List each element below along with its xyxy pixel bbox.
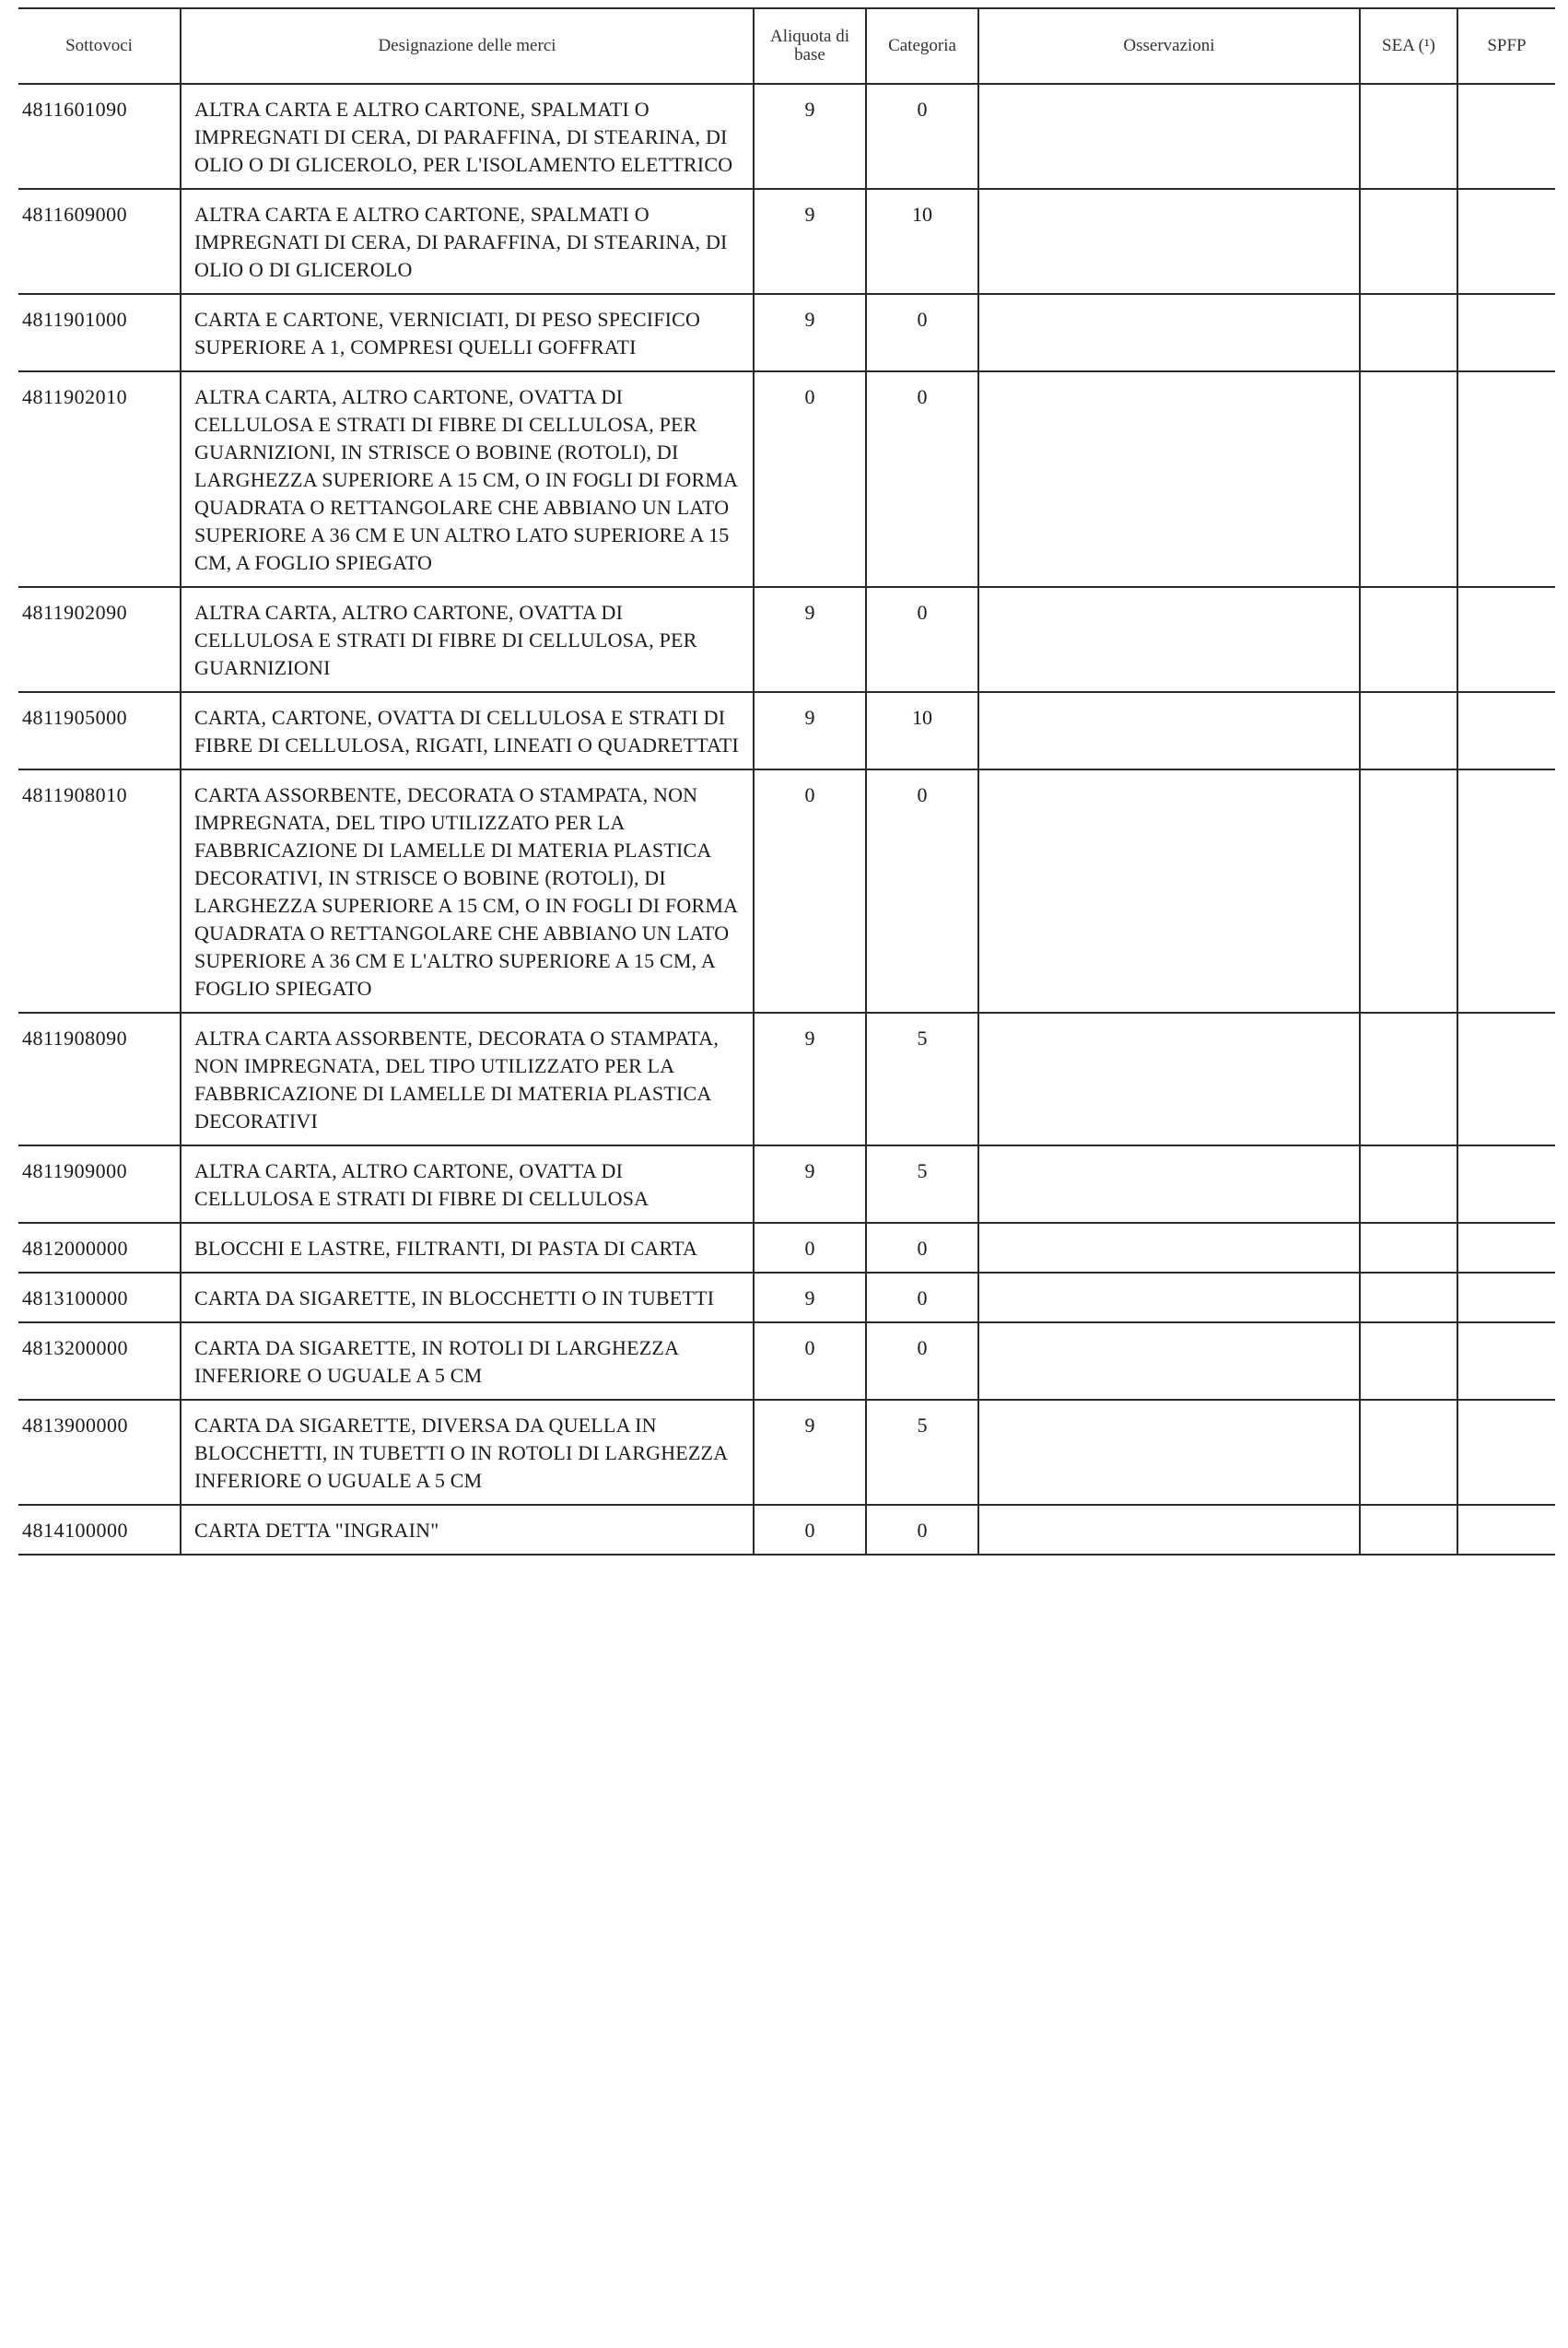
tariff-table [18,7,1555,1556]
table-row [18,1273,1555,1322]
table-body [18,84,1555,1555]
cell-base-rate: 9 [754,1273,866,1322]
cell-sea [1360,1223,1457,1273]
cell-description: ALTRA CARTA, ALTRO CARTONE, OVATTA DI CELLULOSA E STRATI DI FIBRE DI CELLULOSA, PER GUARNIZIONI, IN STRISCE O BOBINE (ROTOLI), DI LARGHEZZA SUPERIORE A 15 CM, O IN FOGLI DI FORMA QUADRATA O RETTANGOLARE CHE ABBIANO UN LATO SUPERIORE A 36 CM E UN ALTRO LATO SUPERIORE A 15 CM, A FOGLIO SPIEGATO [181,371,754,587]
cell-base-rate: 9 [754,587,866,692]
cell-notes [978,371,1360,587]
cell-code: 4812000000 [18,1223,181,1273]
cell-base-rate: 0 [754,371,866,587]
table-row [18,692,1555,769]
table-row [18,189,1555,294]
cell-code: 4814100000 [18,1505,181,1555]
cell-category: 10 [866,189,978,294]
cell-notes [978,769,1360,1013]
cell-spfp [1457,189,1555,294]
cell-base-rate: 0 [754,1223,866,1273]
cell-category: 5 [866,1145,978,1223]
cell-sea [1360,1505,1457,1555]
cell-description: CARTA DA SIGARETTE, IN BLOCCHETTI O IN TUBETTI [181,1273,754,1322]
cell-notes [978,587,1360,692]
cell-spfp [1457,1505,1555,1555]
cell-sea [1360,769,1457,1013]
cell-description: ALTRA CARTA, ALTRO CARTONE, OVATTA DI CELLULOSA E STRATI DI FIBRE DI CELLULOSA, PER GUARNIZIONI [181,587,754,692]
cell-base-rate: 9 [754,1400,866,1505]
cell-base-rate: 9 [754,1145,866,1223]
cell-notes [978,1505,1360,1555]
header-notes: Osservazioni [978,8,1360,84]
table-row [18,587,1555,692]
cell-sea [1360,1013,1457,1145]
cell-notes [978,1400,1360,1505]
cell-code: 4813100000 [18,1273,181,1322]
cell-base-rate: 9 [754,294,866,371]
header-code: Sottovoci [18,8,181,84]
cell-description: CARTA DA SIGARETTE, DIVERSA DA QUELLA IN BLOCCHETTI, IN TUBETTI O IN ROTOLI DI LARGHEZZA INFERIORE O UGUALE A 5 CM [181,1400,754,1505]
header-spfp: SPFP [1457,8,1555,84]
cell-base-rate: 0 [754,769,866,1013]
cell-notes [978,1273,1360,1322]
cell-spfp [1457,1223,1555,1273]
cell-sea [1360,84,1457,189]
cell-notes [978,1223,1360,1273]
cell-notes [978,1145,1360,1223]
cell-base-rate: 9 [754,84,866,189]
header-sea: SEA (¹) [1360,8,1457,84]
cell-spfp [1457,692,1555,769]
header-description: Designazione delle merci [181,8,754,84]
cell-spfp [1457,84,1555,189]
header-base-rate: Aliquota di base [754,8,866,84]
table-row [18,371,1555,587]
cell-category: 0 [866,84,978,189]
cell-description: CARTA ASSORBENTE, DECORATA O STAMPATA, NON IMPREGNATA, DEL TIPO UTILIZZATO PER LA FABBRICAZIONE DI LAMELLE DI MATERIA PLASTICA DECORATIVI, IN STRISCE O BOBINE (ROTOLI), DI LARGHEZZA SUPERIORE A 15 CM, O IN FOGLI DI FORMA QUADRATA O RETTANGOLARE CHE ABBIANO UN LATO SUPERIORE A 36 CM E L'ALTRO SUPERIORE A 15 CM, A FOGLIO SPIEGATO [181,769,754,1013]
cell-notes [978,189,1360,294]
cell-sea [1360,1273,1457,1322]
cell-notes [978,692,1360,769]
cell-code: 4811902010 [18,371,181,587]
cell-description: CARTA, CARTONE, OVATTA DI CELLULOSA E STRATI DI FIBRE DI CELLULOSA, RIGATI, LINEATI O QUADRETTATI [181,692,754,769]
cell-spfp [1457,1273,1555,1322]
cell-base-rate: 9 [754,692,866,769]
cell-sea [1360,371,1457,587]
cell-code: 4811909000 [18,1145,181,1223]
table-header [18,8,1555,84]
cell-base-rate: 9 [754,189,866,294]
cell-category: 5 [866,1400,978,1505]
cell-code: 4811908010 [18,769,181,1013]
cell-sea [1360,1145,1457,1223]
cell-category: 0 [866,1273,978,1322]
cell-description: BLOCCHI E LASTRE, FILTRANTI, DI PASTA DI CARTA [181,1223,754,1273]
cell-code: 4811902090 [18,587,181,692]
header-category: Categoria [866,8,978,84]
table-row [18,1400,1555,1505]
cell-description: CARTA DETTA "INGRAIN" [181,1505,754,1555]
cell-sea [1360,294,1457,371]
cell-code: 4811609000 [18,189,181,294]
table-row [18,294,1555,371]
cell-category: 0 [866,1505,978,1555]
cell-spfp [1457,1013,1555,1145]
cell-category: 0 [866,587,978,692]
cell-spfp [1457,1145,1555,1223]
header-row [18,8,1555,84]
cell-category: 0 [866,1223,978,1273]
cell-category: 0 [866,769,978,1013]
cell-code: 4811601090 [18,84,181,189]
cell-code: 4811908090 [18,1013,181,1145]
cell-notes [978,1013,1360,1145]
cell-code: 4813900000 [18,1400,181,1505]
cell-code: 4811905000 [18,692,181,769]
cell-category: 5 [866,1013,978,1145]
cell-sea [1360,1400,1457,1505]
cell-description: CARTA DA SIGARETTE, IN ROTOLI DI LARGHEZZA INFERIORE O UGUALE A 5 CM [181,1322,754,1400]
cell-description: ALTRA CARTA E ALTRO CARTONE, SPALMATI O IMPREGNATI DI CERA, DI PARAFFINA, DI STEARINA, DI OLIO O DI GLICEROLO [181,189,754,294]
table-row [18,769,1555,1013]
cell-spfp [1457,294,1555,371]
cell-base-rate: 9 [754,1013,866,1145]
cell-spfp [1457,1400,1555,1505]
cell-description: ALTRA CARTA, ALTRO CARTONE, OVATTA DI CELLULOSA E STRATI DI FIBRE DI CELLULOSA [181,1145,754,1223]
cell-description: ALTRA CARTA ASSORBENTE, DECORATA O STAMPATA, NON IMPREGNATA, DEL TIPO UTILIZZATO PER LA FABBRICAZIONE DI LAMELLE DI MATERIA PLASTICA DECORATIVI [181,1013,754,1145]
cell-spfp [1457,371,1555,587]
cell-base-rate: 0 [754,1505,866,1555]
cell-sea [1360,1322,1457,1400]
cell-code: 4811901000 [18,294,181,371]
table-row [18,1223,1555,1273]
cell-category: 0 [866,294,978,371]
table-row [18,1505,1555,1555]
cell-code: 4813200000 [18,1322,181,1400]
cell-category: 0 [866,371,978,587]
cell-description: CARTA E CARTONE, VERNICIATI, DI PESO SPECIFICO SUPERIORE A 1, COMPRESI QUELLI GOFFRATI [181,294,754,371]
cell-base-rate: 0 [754,1322,866,1400]
cell-spfp [1457,769,1555,1013]
cell-sea [1360,587,1457,692]
table-row [18,84,1555,189]
cell-sea [1360,189,1457,294]
table-row [18,1145,1555,1223]
cell-notes [978,1322,1360,1400]
cell-notes [978,84,1360,189]
cell-sea [1360,692,1457,769]
cell-notes [978,294,1360,371]
cell-spfp [1457,587,1555,692]
table-row [18,1013,1555,1145]
cell-category: 0 [866,1322,978,1400]
table-row [18,1322,1555,1400]
cell-description: ALTRA CARTA E ALTRO CARTONE, SPALMATI O IMPREGNATI DI CERA, DI PARAFFINA, DI STEARINA, DI OLIO O DI GLICEROLO, PER L'ISOLAMENTO ELETTRICO [181,84,754,189]
cell-spfp [1457,1322,1555,1400]
cell-category: 10 [866,692,978,769]
